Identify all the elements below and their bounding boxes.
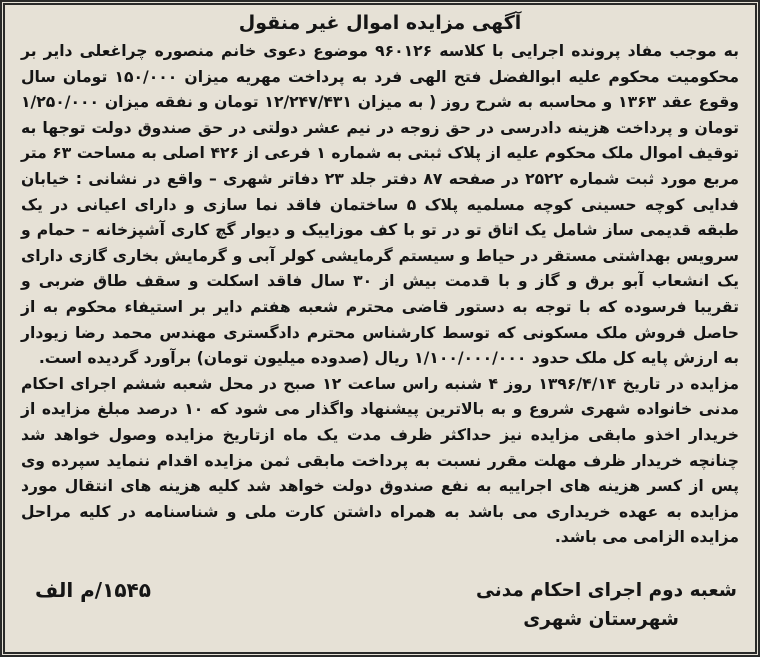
notice-paragraph-2: مزایده در تاریخ ۱۳۹۶/۴/۱۴ روز ۴ شنبه راس ساعت ۱۲ صبح در محل شعبه ششم اجرای احکام مدنی خانواده شهری شروع و به بالاترین پیشنهاد واگذار می شود که ۱۰ درصد مبلغ مزایده از خریدار اخذو مابقی مزایده نیز حداکثر ظرف مدت یک ماه ازتاریخ مزایده وصول خواهد شد چنانچه خریدار ظرف مهلت مقرر نسبت به پرداخت مابقی ثمن مزایده اقدام ننماید سپرده وی پس از کسر هزینه های اجراییه به نفع صندوق دولت خواهد شد کلیه هزینه های انتقال مورد مزایده به عهده خریداری می باشد به همراه داشتن کارت ملی و شناسنامه در کلیه مراحل مزایده الزامی می باشد. xyxy=(21,374,739,547)
authority-line-1: شعبه دوم اجرای احکام مدنی xyxy=(476,580,737,601)
authority-line-2: شهرستان شهری xyxy=(523,609,679,630)
notice-paragraph-1: به موجب مفاد پرونده اجرایی با کلاسه ۹۶۰۱۲۶ موضوع دعوی خانم منصوره چراغعلی دایر بر محکومیت محکوم علیه ابوالفضل فتح الهی فرد به پرداخت مهریه میزان ۱۵۰/۰۰۰ تومان سال وقوع عقد ۱۳۶۳ و محاسبه به شرح روز ( به میزان ۱۲/۲۴۷/۴۳۱ تومان و نفقه میزان ۱/۲۵۰/۰۰۰ تومان و پرداخت هزینه دادرسی در حق زوجه در نیم عشر دولتی در حق صندوق دولت توجها به توقیف اموال ملک محکوم علیه از پلاک ثبتی به شماره ۱ فرعی از ۴۲۶ اصلی به مساحت ۶۳ متر مربع مورد ثبت شماره ۲۵۲۲ در صفحه ۸۷ دفتر جلد ۲۳ دفاتر شهری – واقع در نشانی : خیابان فدایی کوچه حسینی کوچه مسلمیه پلاک ۵ ساختمان فاقد نما سازی و دارای اعیانی در یک طبقه قدیمی ساز شامل یک اتاق تو در تو با کف موزاییک و دیوار گچ کاری آشپزخانه – حمام و سرویس بهداشتی مستقر در حیاط و سیستم گرمایشی کولر آبی و گرمایش بخاری گازی دارای یک انشعاب آبو برق و گاز و با قدمت بیش از ۳۰ سال فاقد اسکلت و سقف طاق ضربی و تقریبا فرسوده که با توجه به دستور قاضی محترم شعبه هفتم دایر بر استیفاء محکوم به از حاصل فروش ملک مسکونی که توسط کارشناس محترم دادگستری مهندس محمد رضا زیودار به ارزش پایه کل ملک حدود ۱/۱۰۰/۰۰۰/۰۰۰ ریال (صدوده میلیون تومان) برآورد گردیده است. xyxy=(21,42,740,368)
notice-code: ۱۵۴۵/م الف xyxy=(35,578,151,602)
notice-footer xyxy=(35,576,737,638)
issuing-authority xyxy=(407,576,737,634)
notice-title: آگهی مزایده اموال غیر منقول xyxy=(238,12,522,34)
notice-body xyxy=(21,39,739,551)
